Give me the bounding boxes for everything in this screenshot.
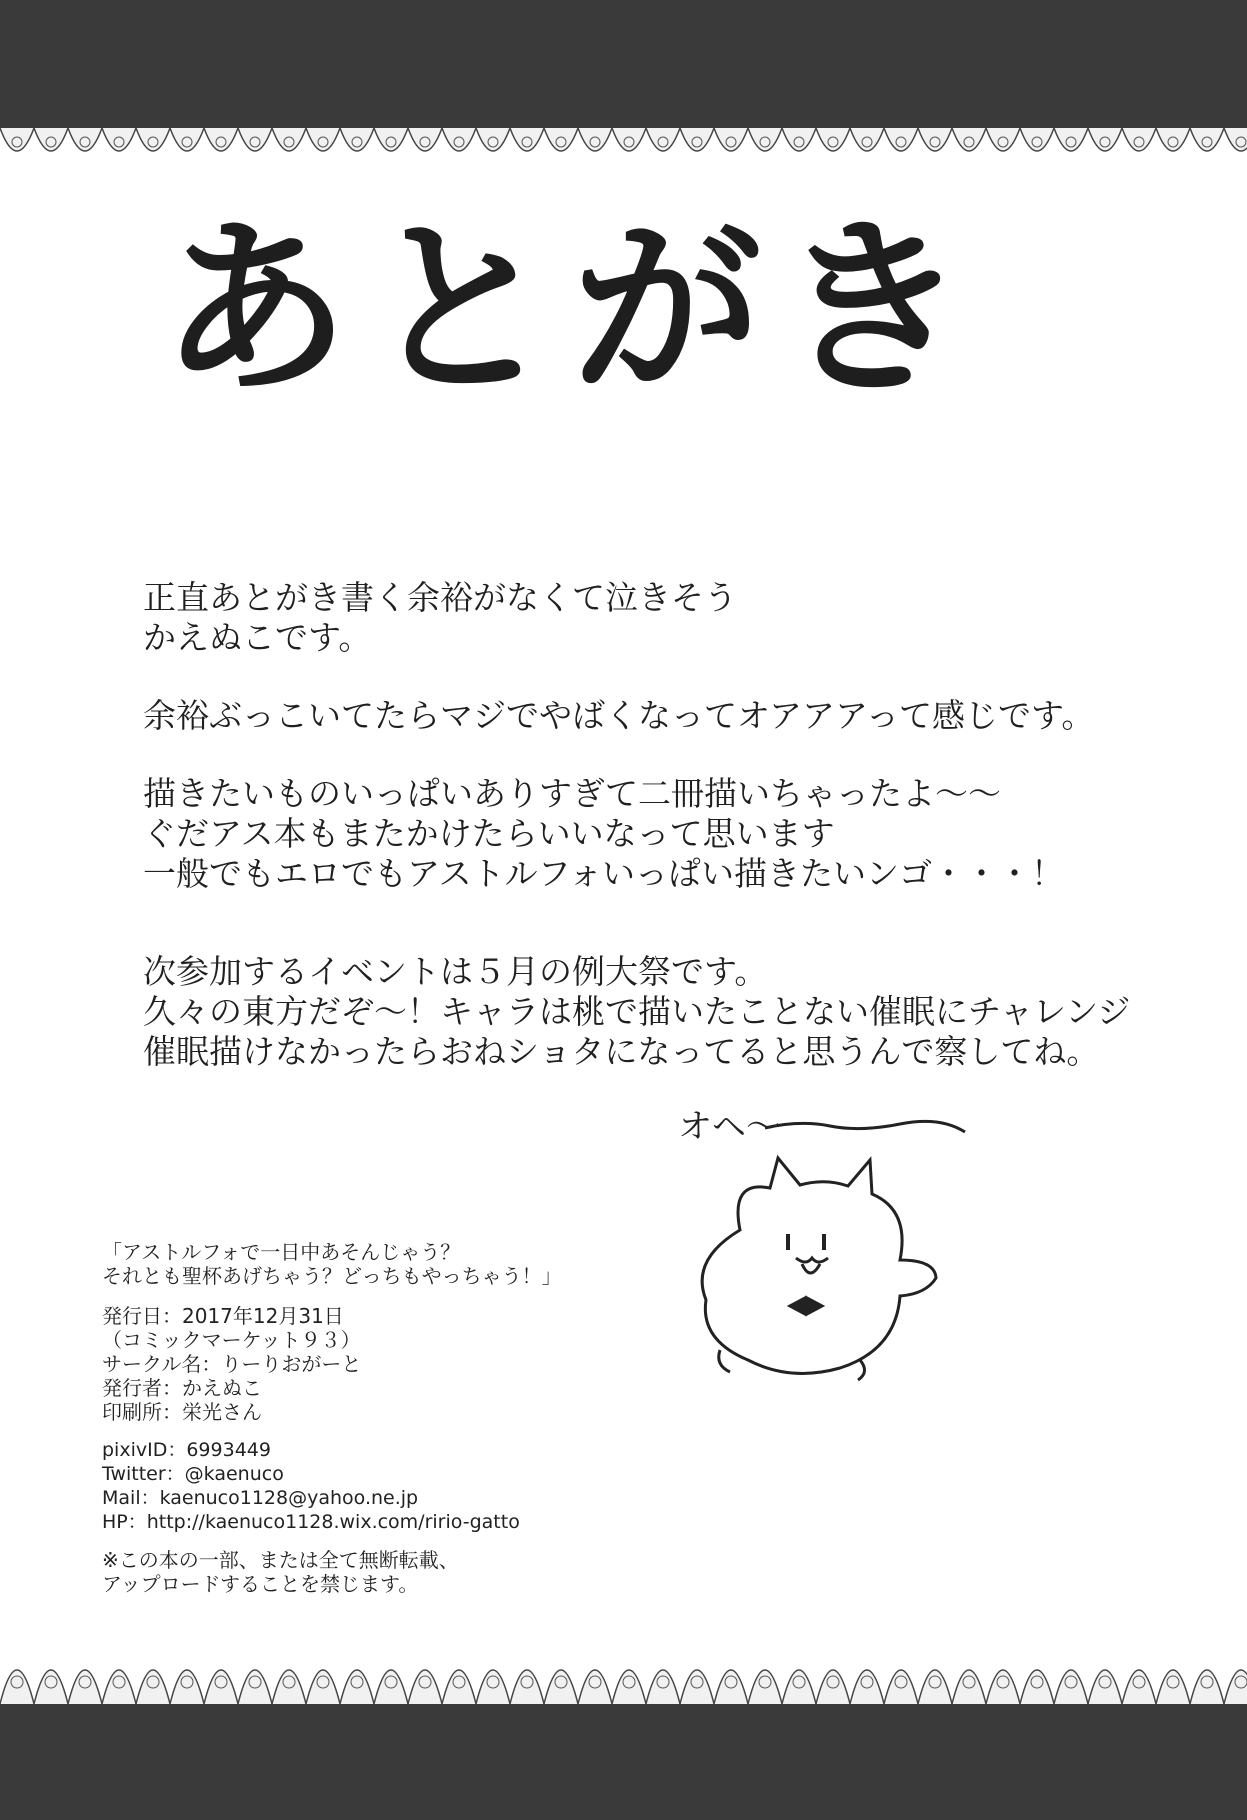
homepage-url: HP：http://kaenuco1128.wix.com/ririo-gatto xyxy=(102,1511,520,1533)
publish-date: 発行日：2017年12月31日 xyxy=(102,1304,344,1328)
text-line: 一般でもエロでもアストルフォいっぱい描きたいンゴ・・・！ xyxy=(143,854,1065,893)
colophon xyxy=(102,1240,662,1610)
book-title xyxy=(102,1240,662,1288)
text-line: 催眠描けなかったらおねショタになってると思うんで察してね。 xyxy=(143,1032,1100,1071)
text-line: かえぬこです。 xyxy=(143,618,372,657)
paragraph-1 xyxy=(143,578,1143,658)
bottom-lace-trim xyxy=(0,1630,1247,1712)
event-name: （コミックマーケット９３） xyxy=(102,1328,361,1352)
paragraph-3 xyxy=(143,774,1143,894)
cat-doodle-illustration xyxy=(660,1110,980,1410)
publisher: 発行者：かえぬこ xyxy=(102,1376,262,1400)
text-line: 余裕ぶっこいてたらマジでやばくなってオアアアって感じです。 xyxy=(143,696,1095,735)
text-line: アップロードすることを禁じます。 xyxy=(102,1572,419,1596)
text-line: 「アストルフォで一日中あそんじゃう？ xyxy=(102,1240,461,1264)
contact-info xyxy=(102,1438,662,1534)
text-line: 正直あとがき書く余裕がなくて泣きそう xyxy=(143,578,737,617)
top-lace-trim xyxy=(0,118,1247,176)
paragraph-4 xyxy=(143,952,1143,1072)
text-line: ぐだアス本もまたかけたらいいなって思います xyxy=(143,814,835,853)
copyright-notice xyxy=(102,1548,662,1596)
text-line: 久々の東方だぞ～！キャラは桃で描いたことない催眠にチャレンジ xyxy=(143,992,1131,1031)
text-line: それとも聖杯あげちゃう？どっちもやっちゃう！」 xyxy=(102,1264,562,1288)
pixiv-id: pixivID：6993449 xyxy=(102,1439,271,1461)
email-address: Mail：kaenuco1128@yahoo.ne.jp xyxy=(102,1487,419,1509)
doodle-caption: オヘ～ xyxy=(678,1110,780,1147)
top-border-band xyxy=(0,0,1247,122)
publication-info xyxy=(102,1304,662,1424)
afterword-body xyxy=(143,578,1143,1110)
printer: 印刷所：栄光さん xyxy=(102,1400,262,1424)
text-line: 次参加するイベントは５月の例大祭です。 xyxy=(143,952,768,991)
page-title: あとがき xyxy=(160,199,985,420)
text-line: ※この本の一部、または全て無断転載、 xyxy=(102,1548,459,1572)
text-line: 描きたいものいっぱいありすぎて二冊描いちゃったよ～～ xyxy=(143,774,1001,813)
paragraph-2 xyxy=(143,696,1143,736)
circle-name: サークル名：りーりおがーと xyxy=(102,1352,362,1376)
twitter-handle: Twitter：@kaenuco xyxy=(102,1463,284,1485)
bottom-border-band xyxy=(0,1708,1247,1820)
